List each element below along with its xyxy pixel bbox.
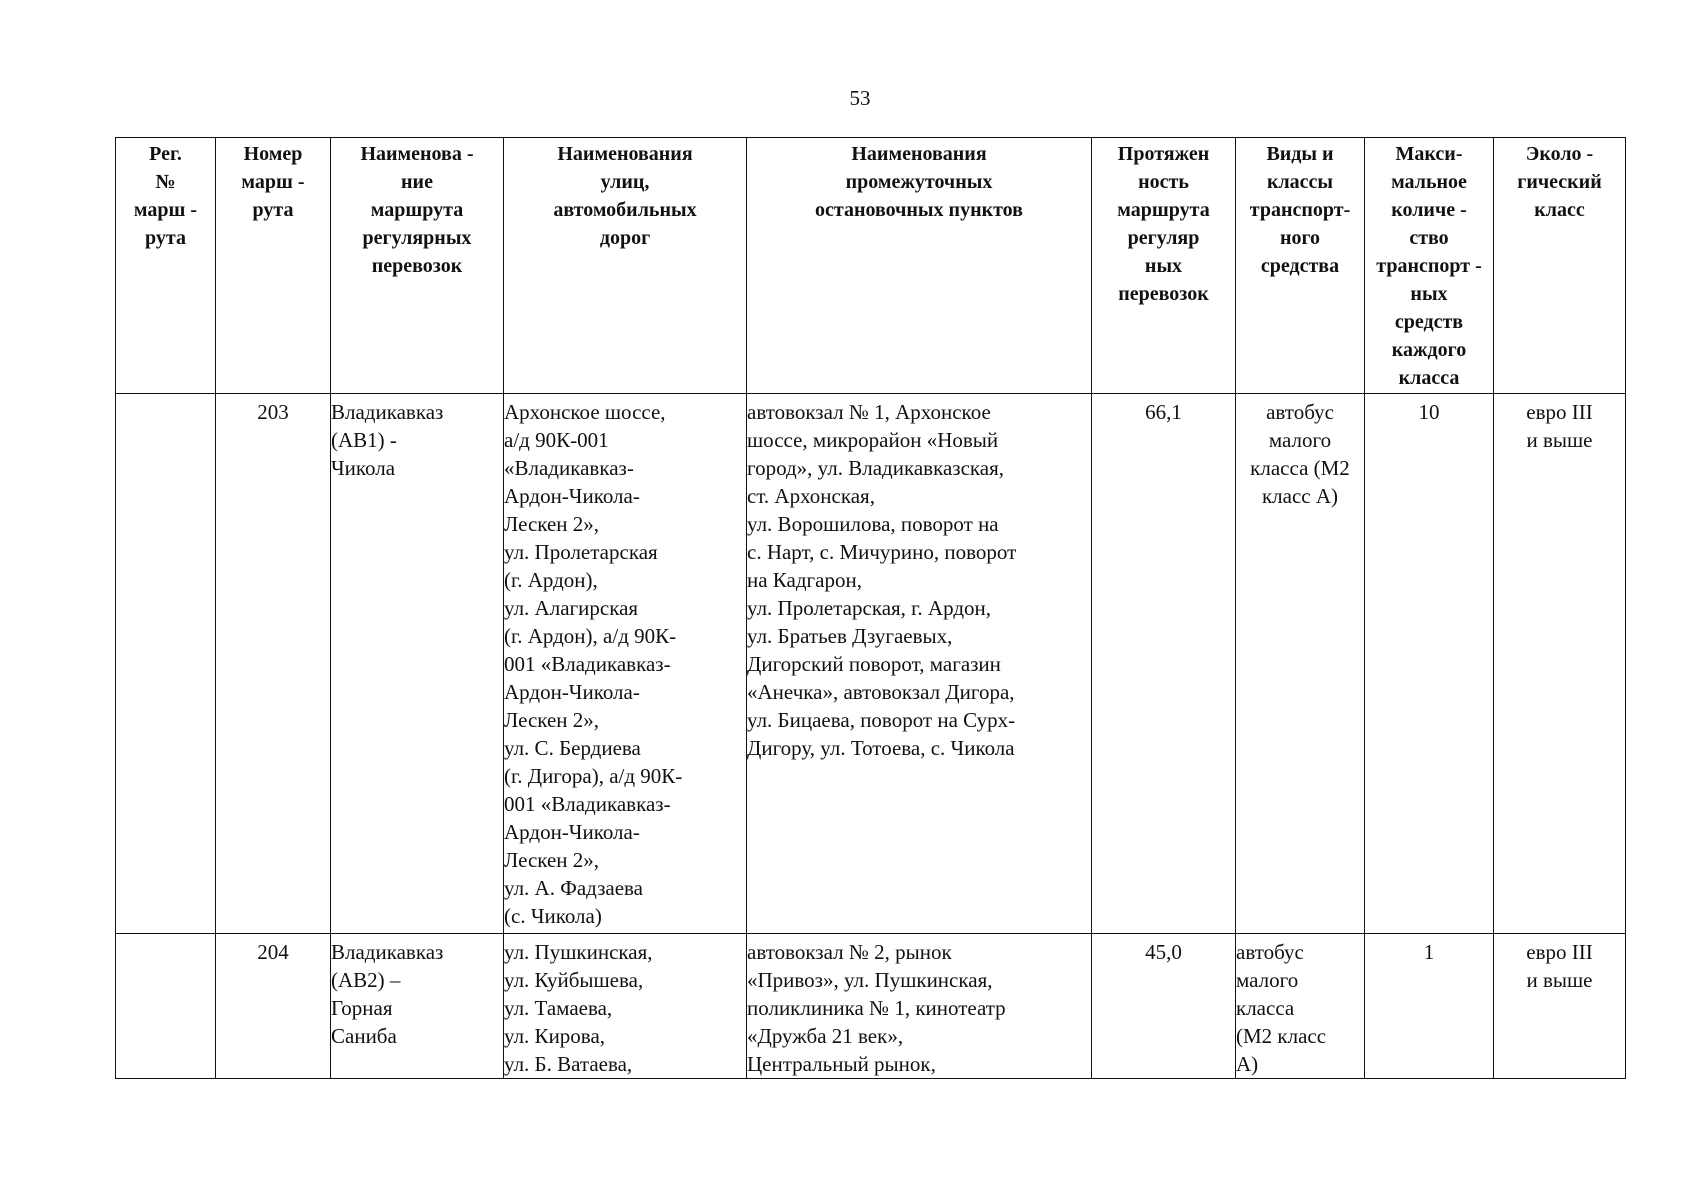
cell-route-no: 203 <box>216 394 331 934</box>
routes-table <box>115 137 1626 1079</box>
table-row <box>116 934 1626 1079</box>
header-reg-no: Рег. № марш - рута <box>116 138 216 394</box>
header-length: Протяжен ность маршрута регуляр ных перевозок <box>1092 138 1236 394</box>
cell-stops: автовокзал № 1, Архонское шоссе, микрорайон «Новый город», ул. Владикавказская, ст. Архонская, ул. Ворошилова, поворот на с. Нарт, с. Мичурино, поворот на Кадгарон, ул. Пролетарская, г. Ардон, ул. Братьев Дзугаевых, Дигорский поворот, магазин «Анечка», автовокзал Дигора, ул. Бицаева, поворот на Сурх- Дигору, ул. Тотоева, с. Чикола <box>747 394 1092 934</box>
header-max-count: Макси- мальное количе - ство транспорт - ных средств каждого класса <box>1365 138 1494 394</box>
cell-length: 66,1 <box>1092 394 1236 934</box>
header-stops: Наименования промежуточных остановочных пунктов <box>747 138 1092 394</box>
cell-length: 45,0 <box>1092 934 1236 1079</box>
cell-route-no: 204 <box>216 934 331 1079</box>
header-eco-class: Эколо - гический класс <box>1494 138 1626 394</box>
cell-max-count: 10 <box>1365 394 1494 934</box>
cell-eco-class: евро III и выше <box>1494 934 1626 1079</box>
header-route-name: Наименова - ние маршрута регулярных перевозок <box>331 138 504 394</box>
header-vehicle-class: Виды и классы транспорт- ного средства <box>1236 138 1365 394</box>
table-row <box>116 394 1626 934</box>
cell-streets: ул. Пушкинская, ул. Куйбышева, ул. Тамаева, ул. Кирова, ул. Б. Ватаева, <box>504 934 747 1079</box>
cell-vehicle-class: автобус малого класса (М2 класс А) <box>1236 934 1365 1079</box>
cell-vehicle-class: автобус малого класса (М2 класс А) <box>1236 394 1365 934</box>
cell-eco-class: евро III и выше <box>1494 394 1626 934</box>
header-streets: Наименования улиц, автомобильных дорог <box>504 138 747 394</box>
cell-route-name: Владикавказ (АВ1) - Чикола <box>331 394 504 934</box>
cell-reg-no <box>116 934 216 1079</box>
cell-streets: Архонское шоссе, а/д 90К-001 «Владикавказ- Ардон-Чикола- Лескен 2», ул. Пролетарская (г. Ардон), ул. Алагирская (г. Ардон), а/д 90К- 001 «Владикавказ- Ардон-Чикола- Лескен 2», ул. С. Бердиева (г. Дигора), а/д 90К- 001 «Владикавказ- Ардон-Чикола- Лескен 2», ул. А. Фадзаева (с. Чикола) <box>504 394 747 934</box>
header-route-no: Номер марш - рута <box>216 138 331 394</box>
cell-max-count: 1 <box>1365 934 1494 1079</box>
cell-stops: автовокзал № 2, рынок «Привоз», ул. Пушкинская, поликлиника № 1, кинотеатр «Дружба 21 век», Центральный рынок, <box>747 934 1092 1079</box>
cell-route-name: Владикавказ (АВ2) – Горная Саниба <box>331 934 504 1079</box>
table-header-row <box>116 138 1626 394</box>
page-number: 53 <box>849 86 871 110</box>
cell-reg-no <box>116 394 216 934</box>
